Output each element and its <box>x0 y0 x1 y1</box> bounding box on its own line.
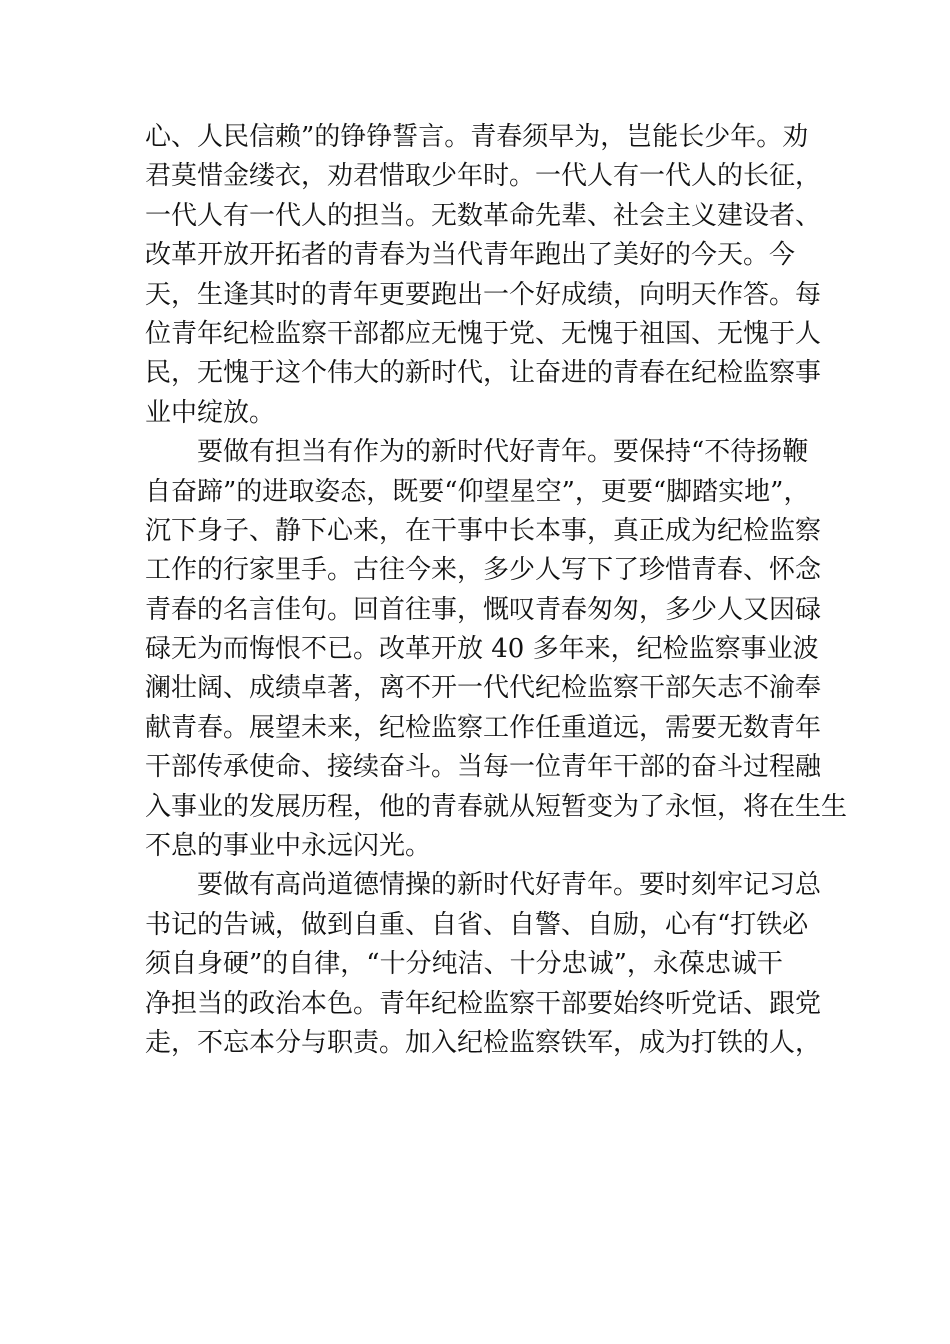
text-line: 业中绽放。 <box>145 397 276 428</box>
text-line: 干部传承使命、接续奋斗。当每一位青年干部的奋斗过程融 <box>145 752 822 783</box>
text-line: 自奋蹄”的进取姿态，既要“仰望星空”，更要“脚踏实地”， <box>145 476 810 507</box>
text-line: 要做有担当有作为的新时代好青年。要保持“不待扬鞭 <box>197 437 809 468</box>
text-line: 献青春。展望未来，纪检监察工作任重道远，需要无数青年 <box>145 712 822 743</box>
text-line: 改革开放开拓者的青春为当代青年跑出了美好的今天。今 <box>145 240 796 271</box>
paragraph-1 <box>145 118 835 433</box>
text-line: 走，不忘本分与职责。加入纪检监察铁军，成为打铁的人， <box>145 1027 822 1058</box>
text-line: 一代人有一代人的担当。无数革命先辈、社会主义建设者、 <box>145 200 822 231</box>
text-line: 青春的名言佳句。回首往事，慨叹青春匆匆，多少人又因碌 <box>145 594 822 625</box>
text-line: 书记的告诫，做到自重、自省、自警、自励，心有“打铁必 <box>145 909 809 940</box>
text-line: 澜壮阔、成绩卓著，离不开一代代纪检监察干部矢志不渝奉 <box>145 673 822 704</box>
text-line: 天，生逢其时的青年更要跑出一个好成绩，向明天作答。每 <box>145 279 822 310</box>
text-line: 要做有高尚道德情操的新时代好青年。要时刻牢记习总 <box>197 870 822 901</box>
text-line: 须自身硬”的自律，“十分纯洁、十分忠诚”，永葆忠诚干 <box>145 949 783 980</box>
text-line: 民，无愧于这个伟大的新时代，让奋进的青春在纪检监察事 <box>145 358 822 389</box>
text-line: 位青年纪检监察干部都应无愧于党、无愧于祖国、无愧于人 <box>145 318 822 349</box>
text-line: 君莫惜金缕衣，劝君惜取少年时。一代人有一代人的长征， <box>145 161 822 192</box>
text-line: 入事业的发展历程，他的青春就从短暂变为了永恒，将在生生 <box>145 791 848 822</box>
paragraph-3 <box>145 866 835 1063</box>
document-body <box>145 118 848 1063</box>
paragraph-2 <box>145 433 848 866</box>
text-line: 净担当的政治本色。青年纪检监察干部要始终听党话、跟党 <box>145 988 822 1019</box>
text-line: 碌无为而悔恨不已。改革开放 40 多年来，纪检监察事业波 <box>145 634 819 665</box>
text-line: 不息的事业中永远闪光。 <box>145 831 432 862</box>
text-line: 工作的行家里手。古往今来，多少人写下了珍惜青春、怀念 <box>145 555 822 586</box>
text-line: 心、人民信赖”的铮铮誓言。青春须早为，岂能长少年。劝 <box>145 122 809 152</box>
text-line: 沉下身子、静下心来，在干事中长本事，真正成为纪检监察 <box>145 515 822 546</box>
